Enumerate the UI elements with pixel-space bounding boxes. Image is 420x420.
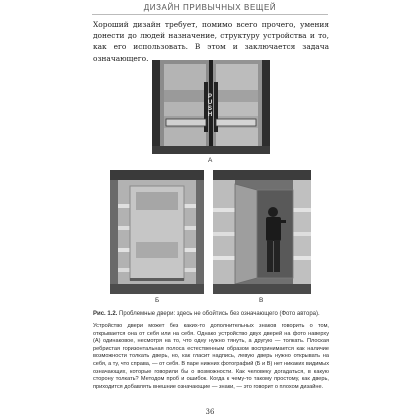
header-rule [92, 14, 328, 15]
photo-c-open-door [213, 170, 311, 294]
body-paragraph: Устройство двери может без каких-то дополнительных знаков говорить о том, открывается она от себя или на себя. Однако устройство двух дверей на фото наверху (А) одинаковое, несмотря на то, что одну нужно тянуть, а другую — толкать. Плоская ребристая горизонтальная полоса естественным образом воспринимается как наличие возможности толкать дверь, но, как гласит надпись, левую дверь нужно открывать на себя, а ту, что справа, — от себя. В паре нижних фотографий (Б и В) нет никаких видимых означающих, которые говорили бы о возможности. Как человеку догадаться, в какую сторону толкать? Методом проб и ошибок. Когда к чему-то такому простому, как дверь, приходится добавлять внешние означающие — знаки, — это говорит о плохом дизайне. [93, 323, 329, 390]
photo-a-double-doors [152, 60, 270, 154]
figure-label-b: Б [155, 297, 160, 304]
figure-label-a: А [208, 157, 213, 164]
caption-text: Проблемные двери: здесь не обойтись без означающего (Фото автора). [119, 311, 320, 317]
running-title: ДИЗАЙН ПРИВЫЧНЫХ ВЕЩЕЙ [143, 3, 277, 12]
photo-b-glass-door [110, 170, 204, 294]
intro-paragraph: Хороший дизайн требует, помимо всего прочего, умения донести до людей назначение, структуру устройства и то, как его использовать. В этом и заключается задача означающего. [93, 20, 329, 63]
caption-number: Рис. 1.2. [93, 311, 118, 317]
figure-label-c: В [259, 297, 264, 304]
push-sign: PUSH [207, 94, 213, 118]
figure-caption [93, 310, 329, 318]
page-number: 36 [205, 408, 215, 416]
